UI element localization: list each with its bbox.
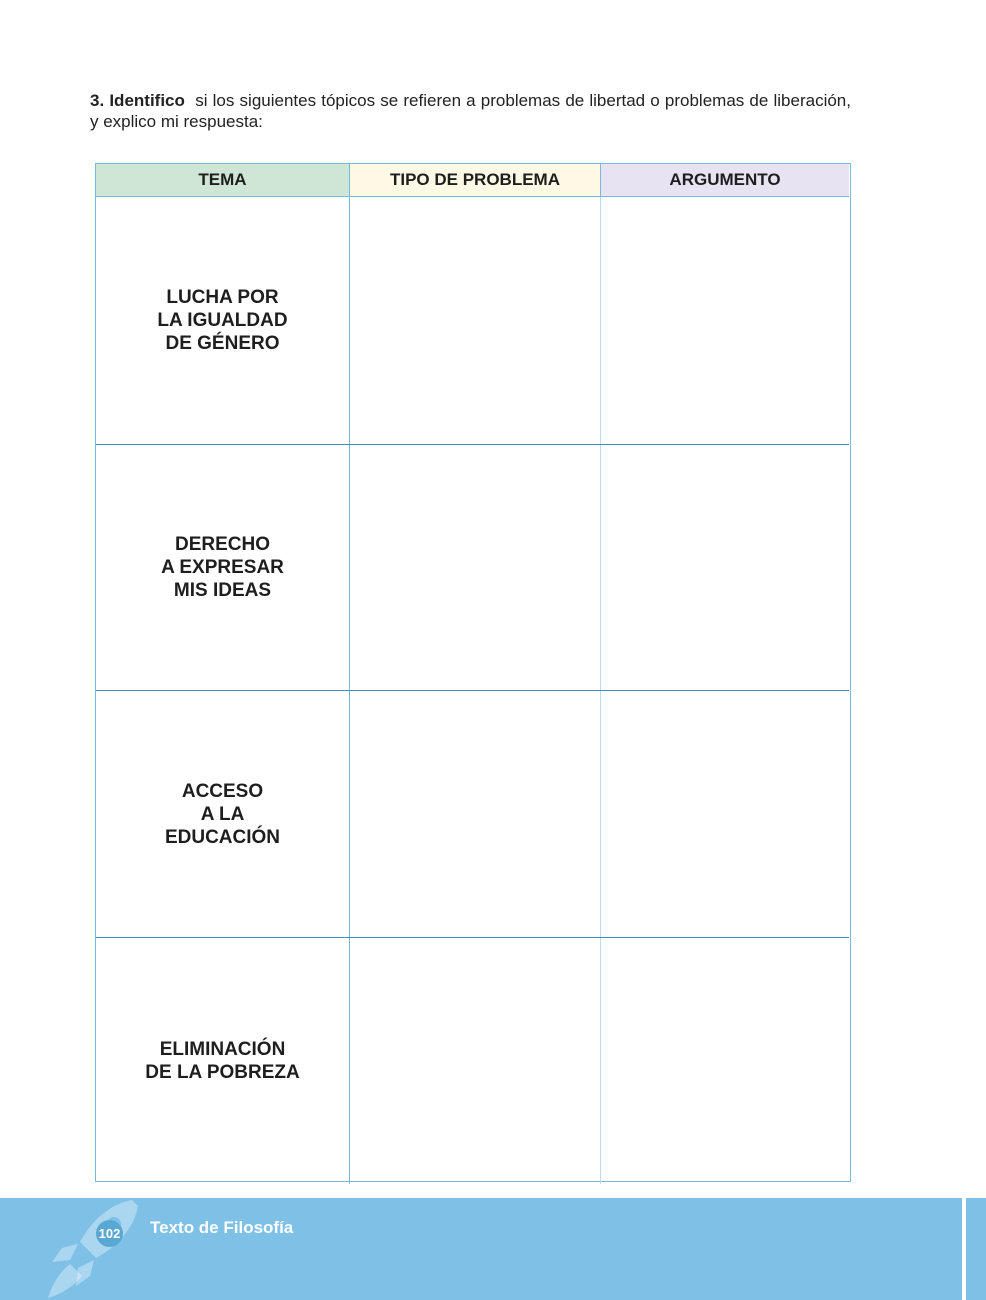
tipo-answer-cell[interactable] (350, 938, 601, 1185)
header-tema: TEMA (96, 164, 350, 197)
footer-edge (968, 1198, 986, 1300)
table-row (96, 197, 849, 444)
table-row (96, 690, 849, 938)
exercise-prompt: si los siguientes tópicos se refieren a problemas de libertad o problemas de liberación, y explico mi respuesta: (90, 91, 851, 131)
tema-cell: ELIMINACIÓN DE LA POBREZA (96, 938, 350, 1185)
instruction-text (90, 90, 851, 132)
page-number: 102 (96, 1220, 123, 1247)
header-tipo-problema: TIPO DE PROBLEMA (350, 164, 601, 197)
exercise-number: 3. Identifico (90, 91, 185, 110)
argumento-answer-cell[interactable] (601, 445, 849, 692)
book-title: Texto de Filosofía (150, 1218, 294, 1237)
tema-cell: ACCESO A LA EDUCACIÓN (96, 691, 350, 938)
argumento-answer-cell[interactable] (601, 691, 849, 938)
header-argumento: ARGUMENTO (601, 164, 849, 197)
page-footer (0, 1198, 986, 1300)
tipo-answer-cell[interactable] (350, 691, 601, 938)
table-row (96, 444, 849, 692)
footer-stripe (962, 1198, 966, 1300)
rocket-icon (40, 1198, 160, 1300)
table-row (96, 937, 849, 1185)
tipo-answer-cell[interactable] (350, 445, 601, 692)
argumento-answer-cell[interactable] (601, 938, 849, 1185)
tema-cell: LUCHA POR LA IGUALDAD DE GÉNERO (96, 197, 350, 444)
tema-cell: DERECHO A EXPRESAR MIS IDEAS (96, 445, 350, 692)
answer-table (95, 163, 851, 1182)
tipo-answer-cell[interactable] (350, 197, 601, 444)
argumento-answer-cell[interactable] (601, 197, 849, 444)
